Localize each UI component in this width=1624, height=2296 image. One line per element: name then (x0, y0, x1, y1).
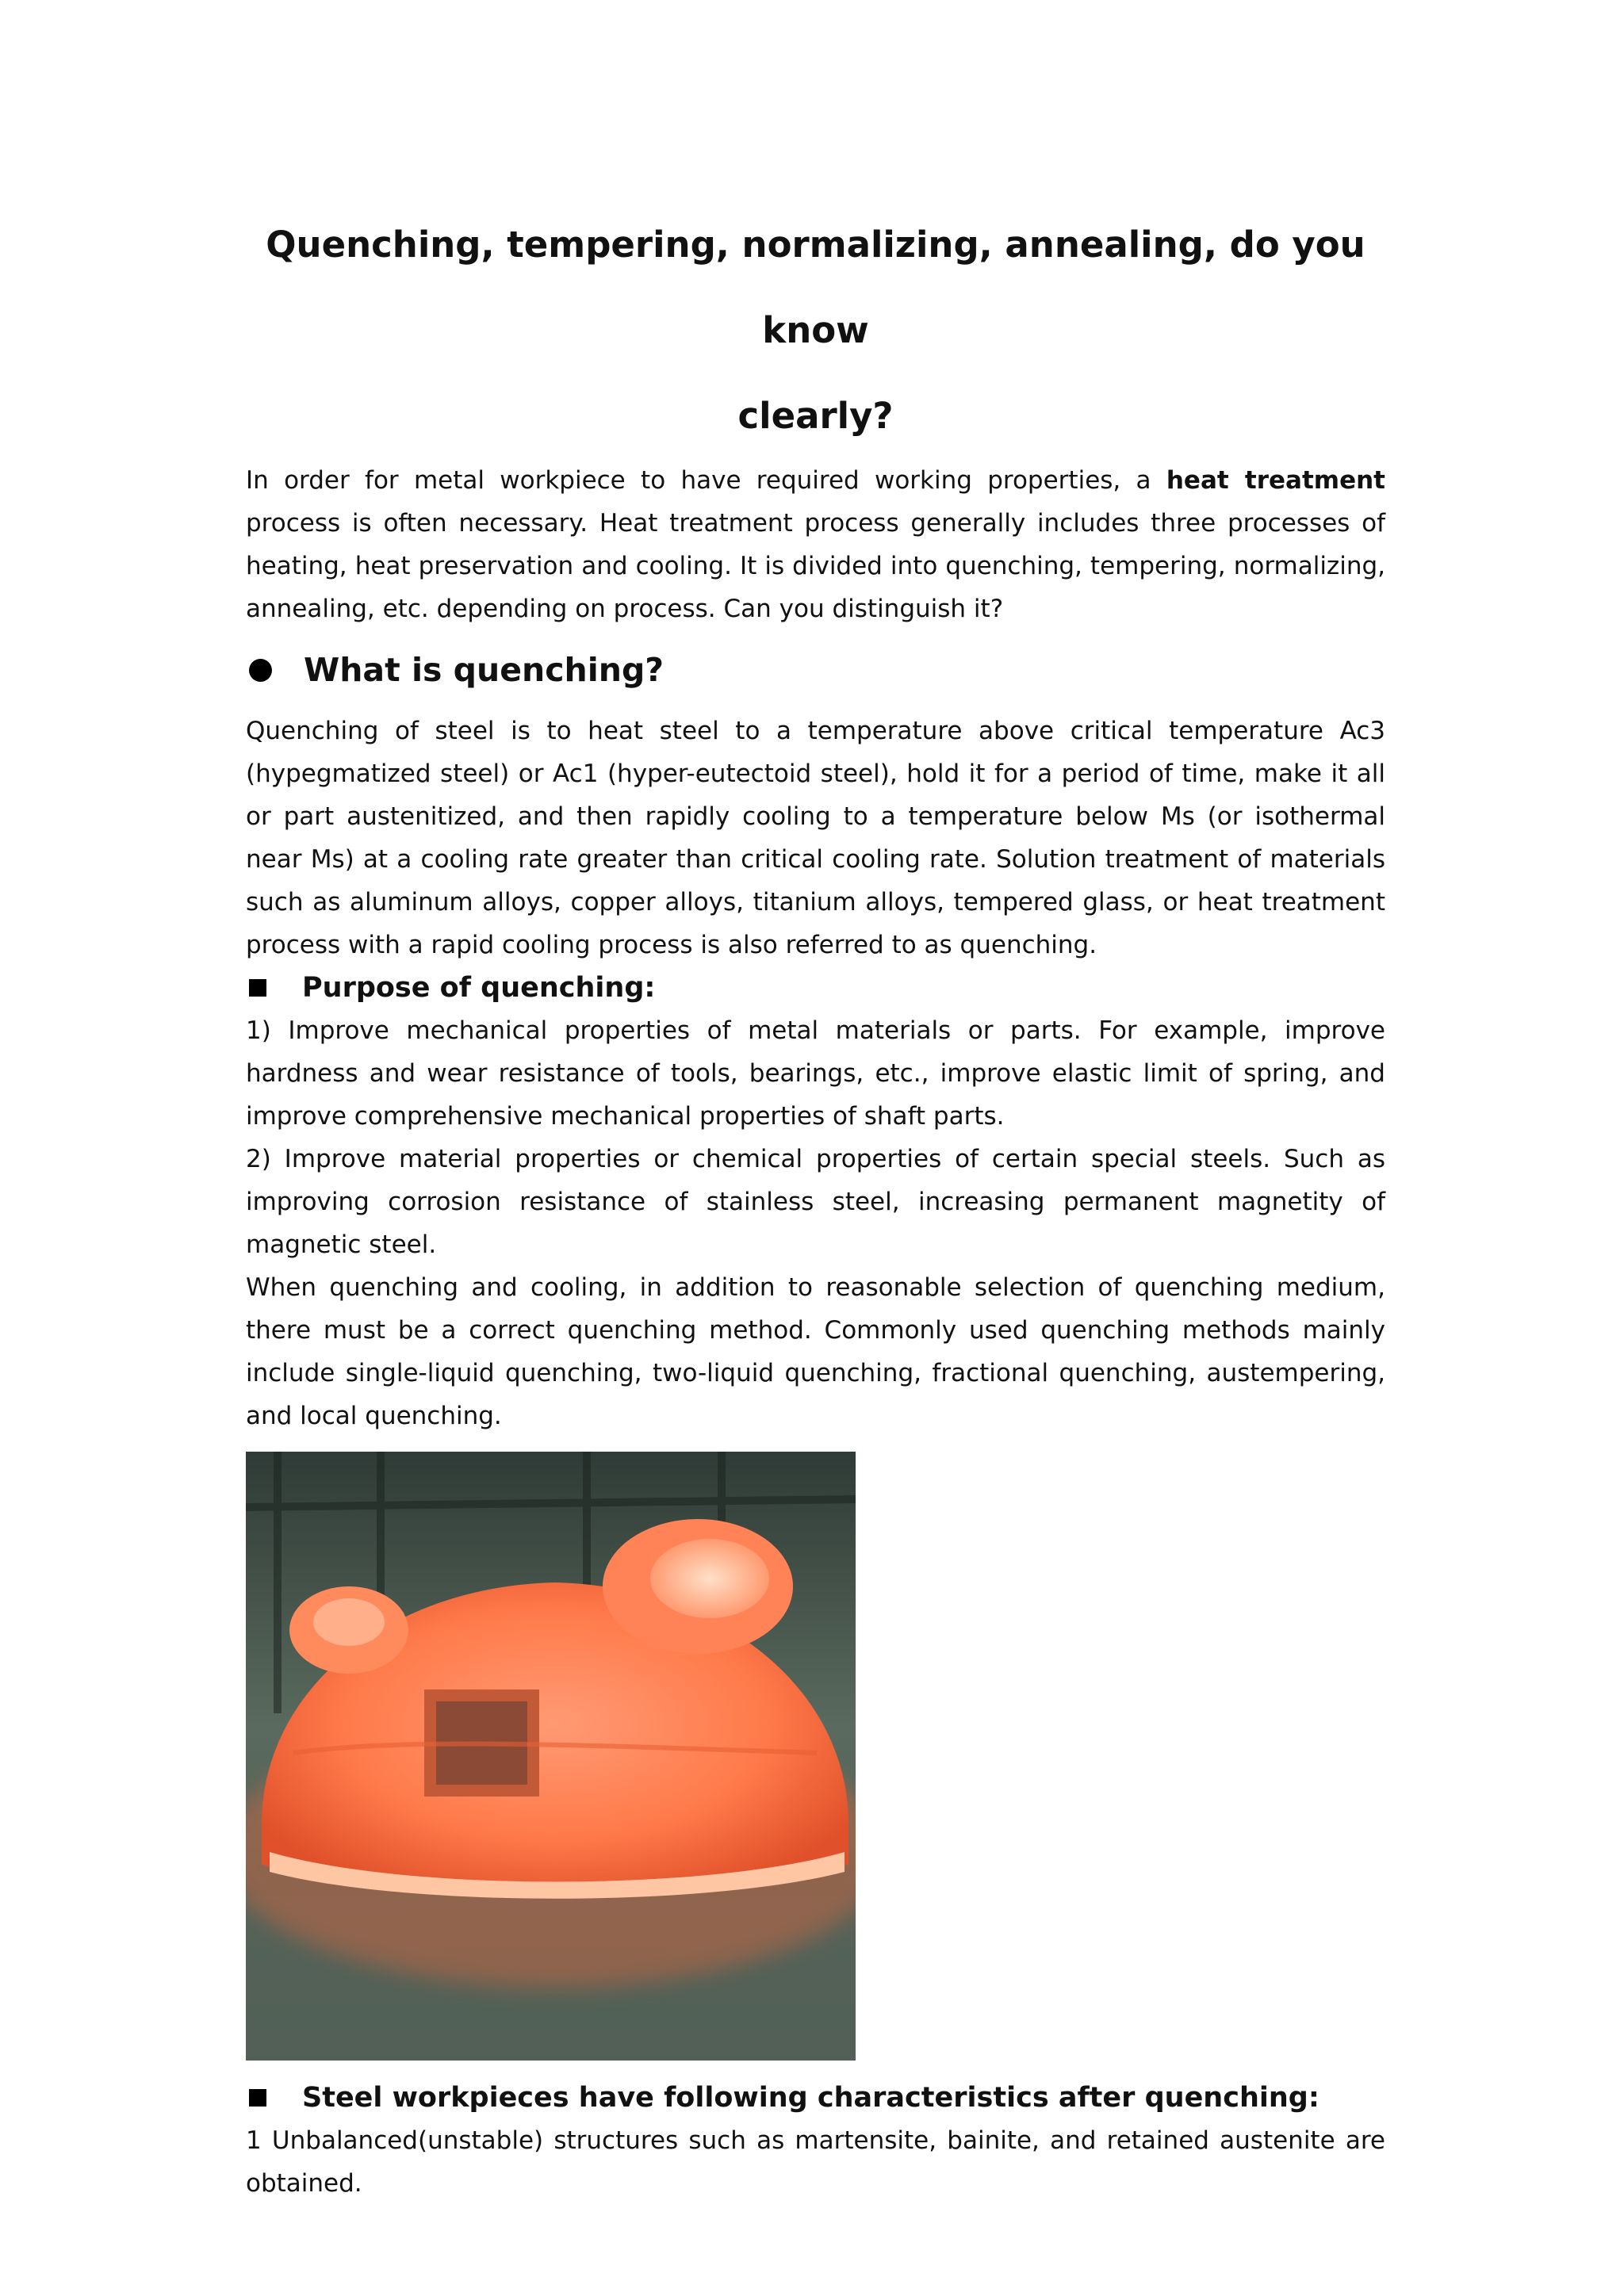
purpose-item-1: 1) Improve mechanical properties of metal materials or parts. For example, improve hardness and wear resistance of tools, bearings, etc., improve elastic limit of spring, and improve comprehensive mechanical properties of shaft parts. (246, 1016, 1385, 1131)
purpose-item-2: 2) Improve material properties or chemical properties of certain special steels. Such as improving corrosion resistance of stainless steel, increasing permanent magnetity of magnetic steel. (246, 1145, 1385, 1259)
section-heading-quenching (246, 630, 1385, 710)
section-heading-text: What is quenching? (304, 651, 665, 689)
subheading-purpose (246, 966, 1385, 1009)
characteristics-item-1: 1 Unbalanced(unstable) structures such as martensite, bainite, and retained austenite are obtained. (246, 2126, 1385, 2198)
subheading-characteristics-text: Steel workpieces have following characteristics after quenching: (302, 2082, 1320, 2114)
title-line-1: Quenching, tempering, normalizing, annealing, do you know (266, 224, 1365, 351)
bullet-dot-icon (249, 659, 272, 682)
intro-text-end: process is often necessary. Heat treatment process generally includes three processes of heating, heat preservation and cooling. It is divided into quenching, tempering, normalizing, annealing, etc. depending on process. Can you distinguish it? (246, 509, 1385, 623)
bullet-square-icon (249, 2089, 266, 2107)
title-line-2: clearly? (737, 395, 894, 437)
quenching-definition: Quenching of steel is to heat steel to a temperature above critical temperature Ac3 (hypegmatized steel) or Ac1 (hyper-eutectoid steel), hold it for a period of time, make it all or part austenitized, and then rapidly cooling to a temperature below Ms (or isothermal near Ms) at a cooling rate greater than critical cooling rate. Solution treatment of materials such as aluminum alloys, copper alloys, titanium alloys, tempered glass, or heat treatment process with a rapid cooling process is also referred to as quenching. (246, 717, 1385, 959)
subheading-purpose-text: Purpose of quenching: (302, 972, 656, 1004)
glowing-steel-workpiece-photo (246, 1452, 856, 2061)
document-title (246, 202, 1385, 459)
intro-bold-term: heat treatment (1166, 466, 1385, 495)
document-page (246, 202, 1385, 2205)
intro-paragraph (246, 459, 1385, 630)
quenching-methods-paragraph: When quenching and cooling, in addition to reasonable selection of quenching medium, there must be a correct quenching method. Commonly used quenching methods mainly include single-liquid quenching, two-liquid quenching, fractional quenching, austempering, and local quenching. (246, 1273, 1385, 1430)
workpiece-illustration (246, 1452, 856, 2061)
intro-text-start: In order for metal workpiece to have required working properties, a (246, 466, 1166, 495)
subheading-characteristics (246, 2076, 1385, 2119)
bullet-square-icon (249, 979, 266, 997)
